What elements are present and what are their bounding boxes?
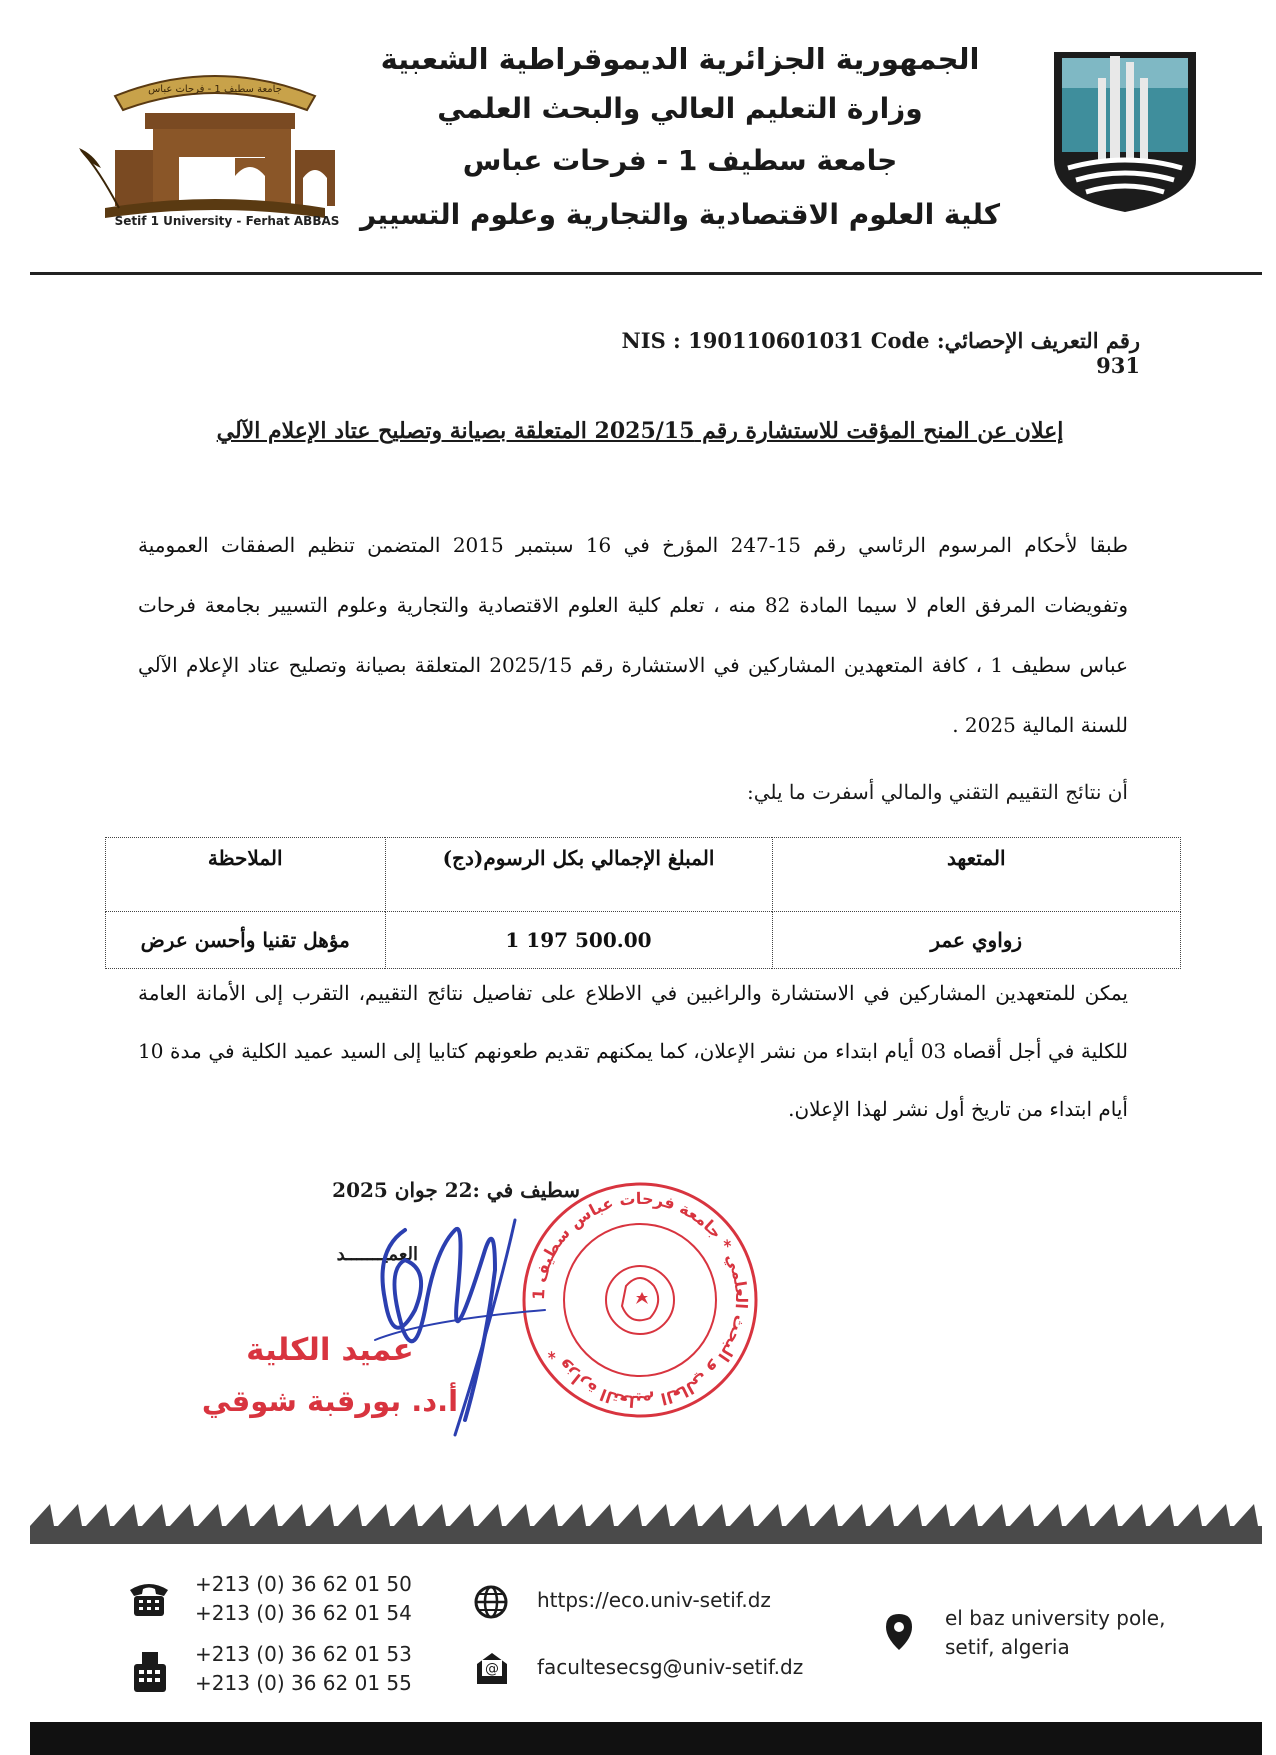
cell-amount: 1 197 500.00	[385, 912, 772, 969]
ministry-title: وزارة التعليم العالي والبحث العلمي	[437, 92, 923, 125]
faculty-title: كلية العلوم الاقتصادية والتجارية وعلوم التسيير	[359, 198, 1001, 231]
round-stamp-text: وزارة التعليم العالي و البحث العلمي * جامعة فرحات عباس سطيف 1 *	[528, 1188, 752, 1412]
nis-label: رقم التعريف الإحصائي:	[936, 328, 1140, 353]
fax-2: +213 (0) 36 62 01 55	[195, 1671, 412, 1695]
dean-stamp-title: عميد الكلية	[246, 1332, 414, 1368]
address-line-1: el baz university pole,	[945, 1606, 1166, 1630]
fax-1: +213 (0) 36 62 01 53	[195, 1642, 412, 1666]
phone-icon	[128, 1580, 170, 1618]
republic-title: الجمهورية الجزائرية الديموقراطية الشعبية	[380, 42, 980, 76]
phone-numbers	[195, 1570, 412, 1628]
email-link[interactable]: facultesecsg@univ-setif.dz	[537, 1655, 804, 1679]
phone-1: +213 (0) 36 62 01 50	[195, 1572, 412, 1596]
footer-bar	[30, 1722, 1262, 1755]
nis-line	[600, 328, 1140, 378]
zigzag-ornament-icon	[30, 1500, 1262, 1544]
dean-role: العميـــــــد	[336, 1244, 418, 1265]
header-bidder: المتعهد	[772, 838, 1181, 912]
header-divider	[30, 272, 1262, 275]
nis-value: NIS : 190110601031 Code 931	[621, 328, 1140, 378]
website-link[interactable]: https://eco.univ-setif.dz	[537, 1588, 771, 1612]
location-pin-icon	[884, 1612, 914, 1652]
phone-2: +213 (0) 36 62 01 54	[195, 1601, 412, 1625]
cell-bidder: زواوي عمر	[772, 912, 1181, 969]
body-paragraph-1: طبقا لأحكام المرسوم الرئاسي رقم 15-247 المؤرخ في 16 سبتمبر 2015 المتضمن تنظيم الصفقات العمومية وتفويضات المرفق العام لا سيما المادة 82 منه ، تعلم كلية العلوم الاقتصادية والتجارية وعلوم التسيير بجامعة فرحات عباس سطيف 1 ، كافة المتعهدين المشاركين في الاستشارة رقم 2025/15 المتعلقة بصيانة وتصليح عتاد الإعلام الآلي للسنة المالية 2025 .	[138, 533, 1129, 737]
faculty-logo-right	[1050, 48, 1200, 216]
results-table	[105, 837, 1181, 969]
results-intro: أن نتائج التقييم التقني والمالي أسفرت ما يلي:	[746, 780, 1128, 804]
fax-icon	[132, 1652, 168, 1692]
fax-numbers	[195, 1640, 412, 1698]
university-logo-left	[75, 58, 355, 233]
svg-text:@: @	[485, 1661, 499, 1677]
header-note: الملاحظة	[106, 838, 386, 912]
footer-ornament	[30, 1500, 1262, 1544]
arch-logo-icon	[75, 58, 355, 233]
header-amount: المبلغ الإجمالي بكل الرسوم(دج)	[385, 838, 772, 912]
university-title: جامعة سطيف 1 - فرحات عباس	[462, 144, 898, 177]
dean-stamp-name: أ.د. بورقبة شوقي	[201, 1384, 459, 1418]
table-header-row	[106, 838, 1181, 912]
cell-note: مؤهل تقنيا وأحسن عرض	[106, 912, 386, 969]
table-row	[106, 912, 1181, 969]
place-date: سطيف في :22 جوان 2025	[332, 1178, 580, 1202]
faculty-emblem-icon	[1050, 48, 1200, 216]
globe-icon	[474, 1585, 508, 1619]
address	[945, 1604, 1165, 1662]
email-icon	[474, 1650, 510, 1686]
logo-left-caption: Setif 1 University - Ferhat ABBAS	[114, 214, 340, 228]
logo-ribbon-text: جامعة سطيف 1 - فرحات عباس	[148, 84, 282, 95]
address-line-2: setif, algeria	[945, 1635, 1070, 1659]
body-paragraph-2: يمكن للمتعهدين المشاركين في الاستشارة والراغبين في الاطلاع على تفاصيل نتائج التقييم، التقرب إلى الأمانة العامة للكلية في أجل أقصاه 03 أيام ابتداء من نشر الإعلان، كما يمكنهم تقديم طعونهم كتابيا إلى السيد عميد الكلية في مدة 10 أيام ابتداء من تاريخ أول نشر لهذا الإعلان.	[138, 981, 1128, 1121]
announcement-title: إعلان عن المنح المؤقت للاستشارة رقم 2025/15 المتعلقة بصيانة وتصليح عتاد الإعلام الآلي	[216, 418, 1064, 444]
